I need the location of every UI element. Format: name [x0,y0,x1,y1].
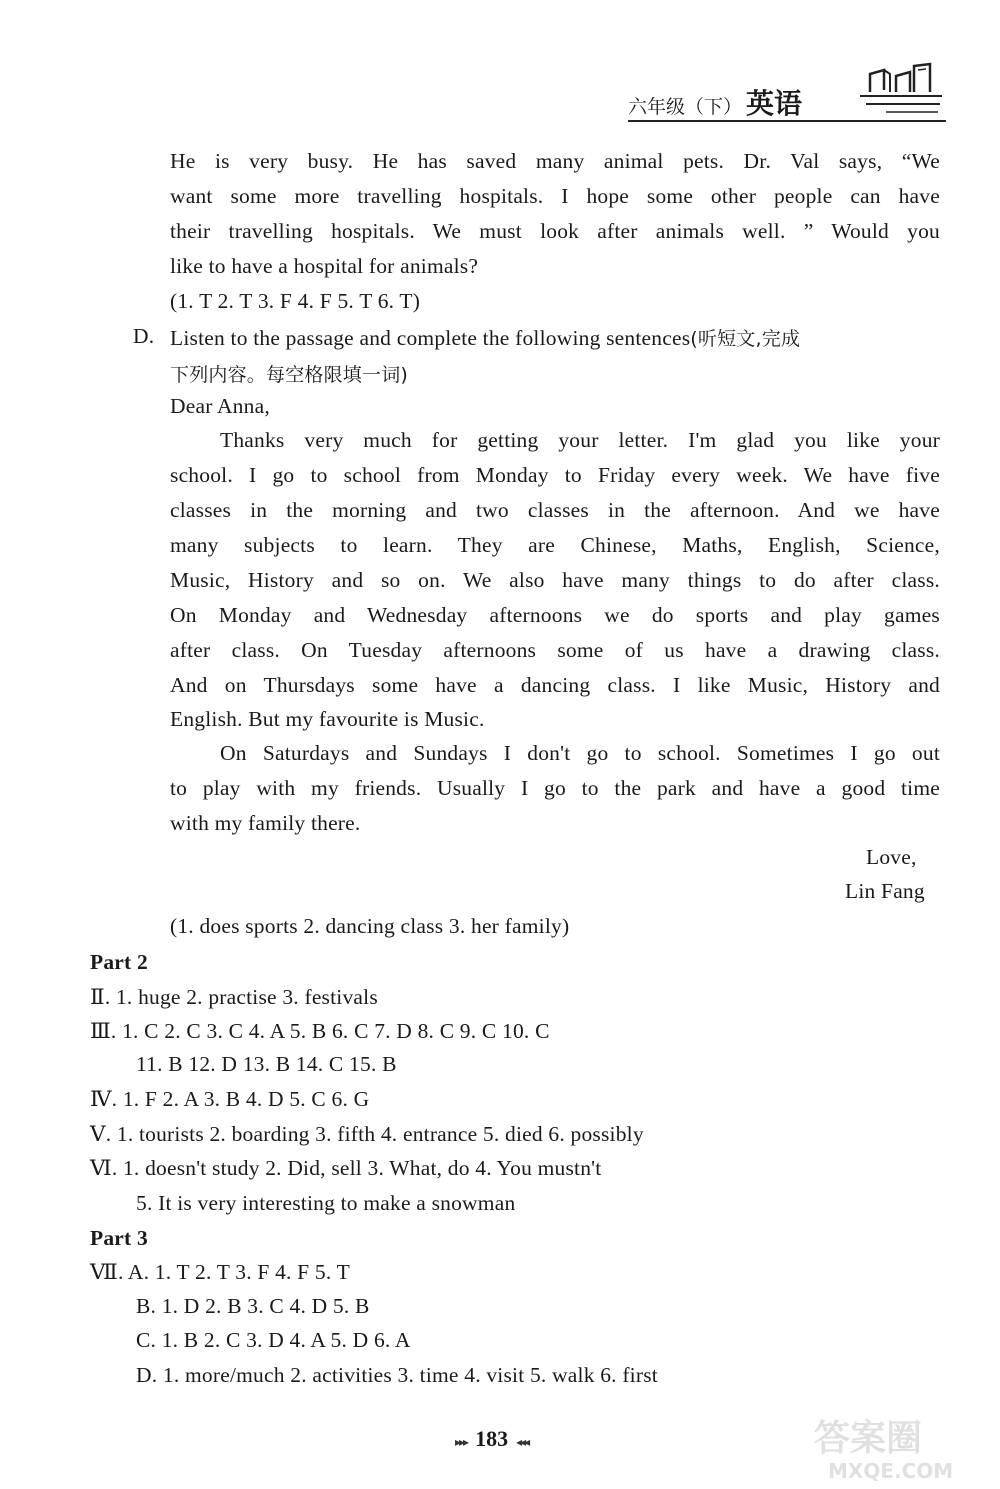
passage-line: like to have a hospital for animals? [170,254,479,278]
answer-line: Ⅶ. A. 1. T 2. T 3. F 4. F 5. T [90,1260,350,1284]
svg-text:答案圈: 答案圈 [814,1418,923,1459]
page-header [628,62,946,126]
letter-salutation: Dear Anna, [170,394,270,418]
answer-line: Ⅲ. 1. C 2. C 3. C 4. A 5. B 6. C 7. D 8. C 9. C 10. C [90,1019,550,1043]
page-number: 183 [475,1426,509,1451]
answer-line: D. 1. more/much 2. activities 3. time 4. visit 5. walk 6. first [136,1363,658,1387]
instruction-cn-cont: 下列内容。每空格限填一词) [170,364,409,386]
answer-line: 11. B 12. D 13. B 14. C 15. B [136,1052,397,1076]
section-label: D. [133,324,155,348]
letter-line: And on Thursdays some have a dancing class. I like Music, History and [170,673,940,697]
letter-line: Music, History and so on. We also have many things to do after class. [170,568,940,592]
letter-line: English. But my favourite is Music. [170,707,485,731]
letter-line: classes in the morning and two classes in the afternoon. And we have [170,498,940,522]
letter-line: to play with my friends. Usually I go to the park and have a good time [170,776,940,800]
answer-line: (1. does sports 2. dancing class 3. her family) [170,914,570,938]
watermark-logo [808,1408,998,1484]
section-instruction [170,324,800,351]
svg-text:MXQE.COM: MXQE.COM [828,1459,954,1483]
answer-line: 5. It is very interesting to make a snowman [136,1191,516,1215]
letter-line: On Saturdays and Sundays I don't go to school. Sometimes I go out [220,741,940,765]
letter-line: many subjects to learn. They are Chinese, Maths, English, Science, [170,533,940,557]
header-subject: 英语 [746,87,803,120]
page-footer [455,1426,528,1452]
letter-signature: Lin Fang [845,879,925,903]
letter-line: school. I go to school from Monday to Friday every week. We have five [170,463,940,487]
letter-line: Thanks very much for getting your letter. I'm glad you like your [220,428,940,452]
instruction-cn: (听短文,完成 [690,328,801,350]
letter-line: with my family there. [170,811,361,835]
arrow-right-icon: ▸▸▸ [455,1435,468,1449]
instruction-en: Listen to the passage and complete the following sentences [170,326,691,350]
answer-line: Ⅴ. 1. tourists 2. boarding 3. fifth 4. entrance 5. died 6. possibly [90,1122,644,1146]
answer-line: (1. T 2. T 3. F 4. F 5. T 6. T) [170,289,421,313]
answer-line: Ⅳ. 1. F 2. A 3. B 4. D 5. C 6. G [90,1087,370,1111]
letter-closing: Love, [866,845,917,869]
letter-line: On Monday and Wednesday afternoons we do sports and play games [170,603,940,627]
passage-line: He is very busy. He has saved many animal pets. Dr. Val says, “We [170,149,940,173]
header-grade: 六年级（下） [628,96,743,118]
books-logo-icon [856,62,944,118]
part-heading: Part 3 [90,1226,148,1250]
answer-line: C. 1. B 2. C 3. D 4. A 5. D 6. A [136,1328,411,1352]
header-rule [628,120,946,122]
letter-line: after class. On Tuesday afternoons some of us have a drawing class. [170,638,940,662]
arrow-left-icon: ◂◂◂ [516,1435,529,1449]
passage-line: want some more travelling hospitals. I hope some other people can have [170,184,940,208]
answer-line: Ⅵ. 1. doesn't study 2. Did, sell 3. What, do 4. You mustn't [90,1156,602,1180]
passage-line: their travelling hospitals. We must look after animals well. ” Would you [170,219,940,243]
part-heading: Part 2 [90,950,148,974]
header-title [628,82,802,122]
answer-line: B. 1. D 2. B 3. C 4. D 5. B [136,1294,370,1318]
answer-line: Ⅱ. 1. huge 2. practise 3. festivals [90,985,378,1009]
